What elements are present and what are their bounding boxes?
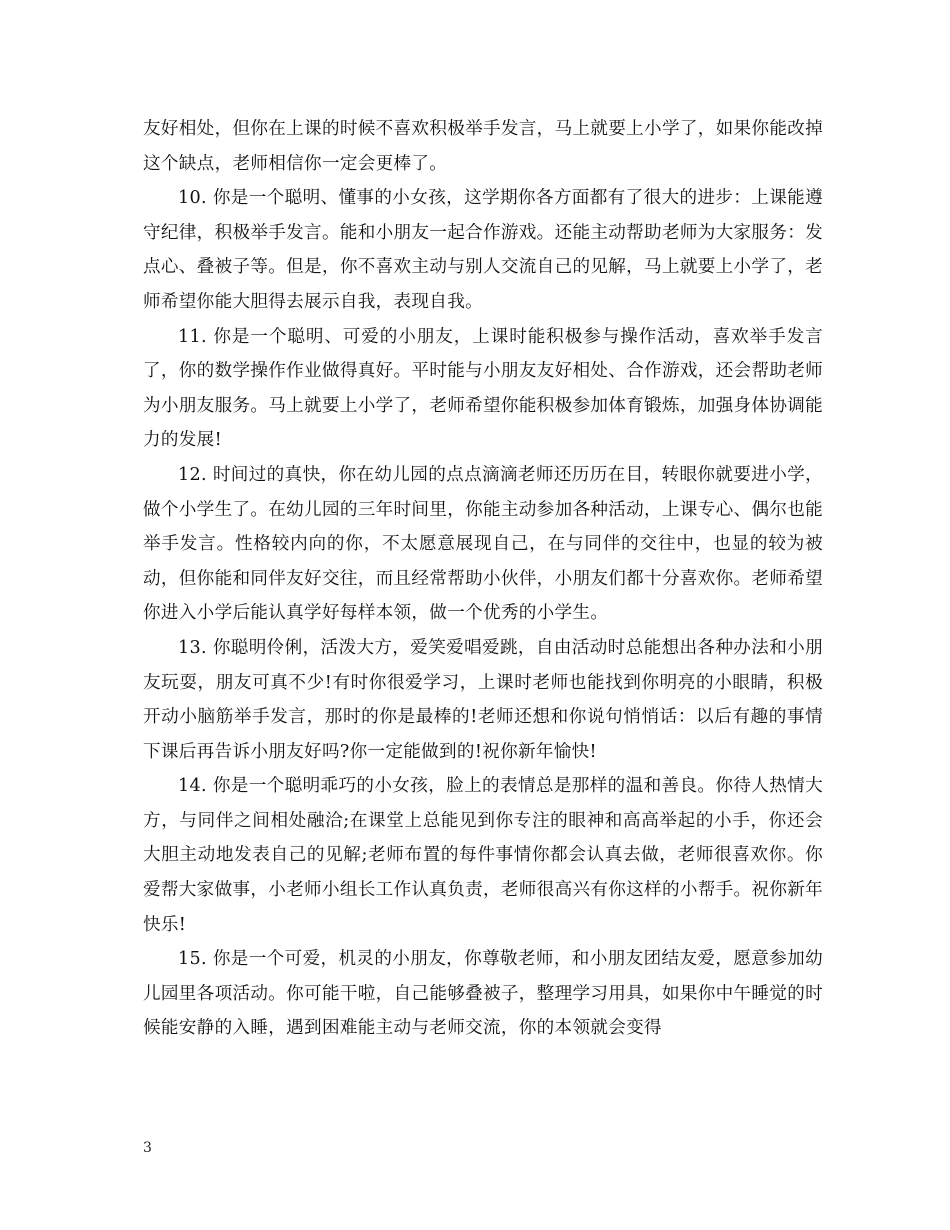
paragraph-item-11: 11. 你是一个聪明、可爱的小朋友，上课时能积极参与操作活动，喜欢举手发言了，你的数学操作作业做得真好。平时能与小朋友友好相处、合作游戏，还会帮助老师为小朋友服务。马上就要上小学了，老师希望你能积极参加体育锻炼，加强身体协调能力的发展! [143,326,823,451]
paragraph-item-13: 13. 你聪明伶俐，活泼大方，爱笑爱唱爱跳，自由活动时总能想出各种办法和小朋友玩耍，朋友可真不少!有时你很爱学习，上课时老师也能找到你明亮的小眼睛，积极开动小脑筋举手发言，那时的你是最棒的!老师还想和你说句悄悄话：以后有趣的事情下课后再告诉小朋友好吗?你一定能做到的!祝你新年愉快! [143,637,823,762]
paragraph-item-15: 15. 你是一个可爱，机灵的小朋友，你尊敬老师，和小朋友团结友爱，愿意参加幼儿园里各项活动。你可能干啦，自己能够叠被子，整理学习用具，如果你中午睡觉的时候能安静的入睡，遇到困难能主动与老师交流，你的本领就会变得 [143,949,823,1039]
page-number: 3 [143,1140,152,1156]
document-body [143,112,823,1046]
paragraph-continuation: 友好相处，但你在上课的时候不喜欢积极举手发言，马上就要上小学了，如果你能改掉这个缺点，老师相信你一定会更棒了。 [143,119,823,174]
paragraph-item-10: 10. 你是一个聪明、懂事的小女孩，这学期你各方面都有了很大的进步：上课能遵守纪律，积极举手发言。能和小朋友一起合作游戏。还能主动帮助老师为大家服务：发点心、叠被子等。但是，你不喜欢主动与别人交流自己的见解，马上就要上小学了，老师希望你能大胆得去展示自我，表现自我。 [143,188,823,312]
paragraph-item-12: 12. 时间过的真快，你在幼儿园的点点滴滴老师还历历在目，转眼你就要进小学，做个小学生了。在幼儿园的三年时间里，你能主动参加各种活动，上课专心、偶尔也能举手发言。性格较内向的你，不太愿意展现自己，在与同伴的交往中，也显的较为被动，但你能和同伴友好交往，而且经常帮助小伙伴，小朋友们都十分喜欢你。老师希望你进入小学后能认真学好每样本领，做一个优秀的小学生。 [143,464,823,624]
paragraph-item-14: 14. 你是一个聪明乖巧的小女孩，脸上的表情总是那样的温和善良。你待人热情大方，与同伴之间相处融洽;在课堂上总能见到你专注的眼神和高高举起的小手，你还会大胆主动地发表自己的见解;老师布置的每件事情你都会认真去做，老师很喜欢你。你爱帮大家做事，小老师小组长工作认真负责，老师很高兴有你这样的小帮手。祝你新年快乐! [143,776,823,935]
